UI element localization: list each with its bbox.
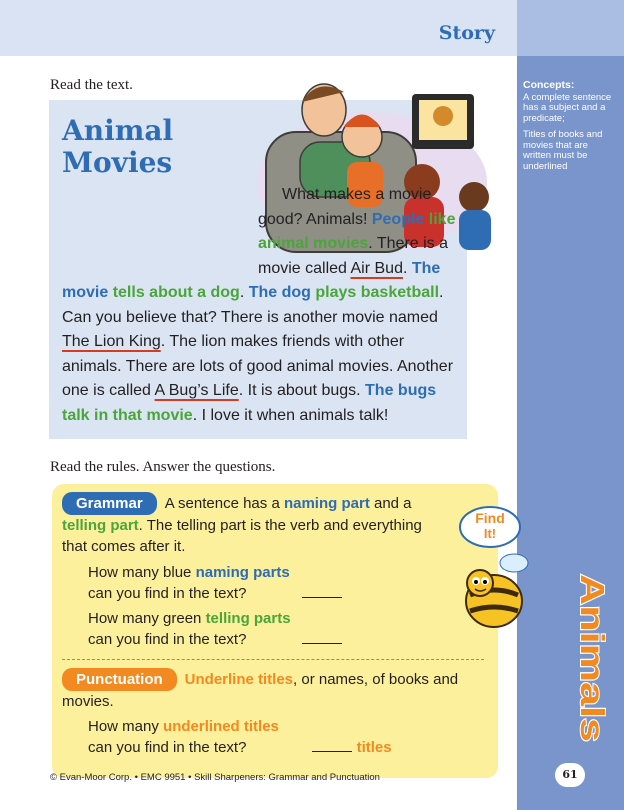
answer-blank[interactable]: [312, 751, 352, 752]
theme-text: Animals: [574, 574, 611, 703]
story-span: . Can you believe that? There is another movie named: [62, 284, 444, 326]
story-title: [62, 115, 173, 179]
telling-part: talk in that movie: [62, 406, 193, 424]
find-it-bee-icon: [456, 505, 552, 635]
rule-span: , or names, of books and movies.: [62, 671, 459, 710]
sidebar-top-band: [517, 0, 624, 56]
answer-blank[interactable]: [302, 597, 342, 598]
page-number: 61: [555, 763, 585, 787]
concepts-box: [523, 80, 615, 178]
story-text-spacer: [62, 183, 258, 281]
grammar-label: Grammar: [62, 492, 157, 515]
question-span: How many blue: [88, 564, 196, 581]
underlined-title: A Bug’s Life: [154, 382, 239, 399]
rule-highlight: Underline titles: [184, 671, 294, 688]
telling-part: telling parts: [205, 610, 291, 627]
question-titles: [88, 716, 392, 758]
rule-span: and a: [369, 495, 412, 512]
question-span: How many green: [88, 610, 206, 627]
footer-credit: © Evan-Moor Corp. • EMC 9951 • Skill Sharpeners: Grammar and Punctuation: [50, 772, 380, 783]
answer-blank[interactable]: [302, 643, 342, 644]
story-span: . The lion makes friends with other animals. There are lots of good animal movies. Another one is called: [62, 333, 454, 399]
telling-part: tells about a dog: [112, 284, 240, 301]
underlined-title: Air Bud: [350, 259, 403, 277]
telling-part: like animal movies: [258, 210, 456, 252]
naming-part: naming part: [283, 495, 370, 512]
question-naming: [88, 562, 342, 604]
concepts-title: Concepts:: [523, 79, 575, 91]
naming-part: The dog: [248, 284, 311, 301]
story-span: . There is a movie called: [258, 235, 449, 277]
concept-item: A complete sentence has a subject and a predicate;: [523, 91, 612, 124]
question-span: can you find in the text?: [88, 739, 247, 756]
question-span: How many: [88, 718, 164, 735]
story-title-line: Animal: [62, 114, 174, 147]
naming-part: naming parts: [195, 564, 290, 581]
section-title: Story: [438, 22, 495, 44]
story-title-line: Movies: [62, 146, 173, 179]
question-telling: [88, 608, 342, 650]
rule-highlight: underlined titles: [163, 718, 279, 735]
naming-part: The movie: [62, 259, 441, 301]
rule-highlight: titles: [356, 739, 392, 756]
telling-part: plays basketball: [315, 284, 440, 301]
theme-label: [552, 574, 611, 744]
story-span: . I love it when animals talk!: [192, 406, 389, 424]
naming-part: The bugs: [365, 382, 437, 399]
telling-part: telling part: [62, 517, 139, 534]
story-span: . It is about bugs.: [238, 382, 366, 399]
badge-line: Find: [475, 510, 505, 526]
rule-span: . The telling part is the verb and everything that comes after it.: [62, 517, 422, 555]
story-span: What makes a movie good? Animals!: [258, 186, 432, 228]
badge-line: It!: [483, 526, 497, 541]
rules-instruction: Read the rules. Answer the questions.: [50, 459, 276, 475]
underlined-title: The Lion King: [62, 333, 161, 350]
story-instruction: Read the text.: [50, 77, 133, 93]
concept-item: Titles of books and movies that are written must be underlined: [523, 129, 603, 172]
grammar-rule: [62, 492, 432, 557]
question-span: can you find in the text?: [88, 585, 247, 602]
story-span: .: [239, 284, 249, 301]
punctuation-label: Punctuation: [62, 668, 177, 691]
punctuation-rule: [62, 668, 462, 712]
rule-span: A sentence has a: [164, 495, 284, 512]
section-divider: [62, 659, 484, 660]
naming-part: People: [371, 210, 425, 228]
story-span: .: [402, 259, 412, 277]
story-text: [62, 183, 462, 428]
question-span: can you find in the text?: [88, 631, 247, 648]
